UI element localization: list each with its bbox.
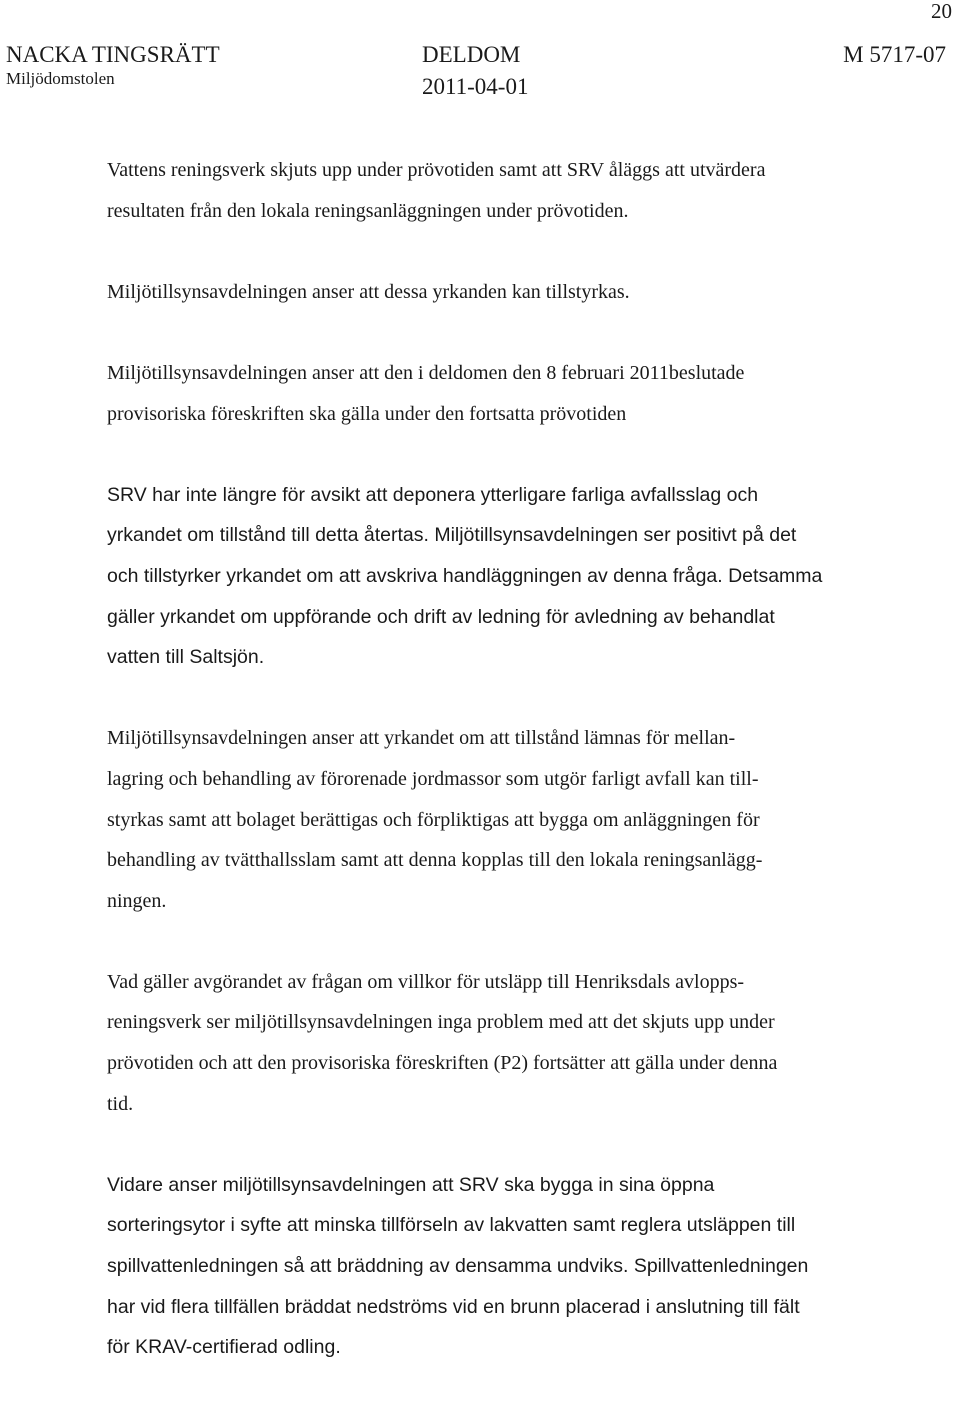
text-line: Vidare anser miljötillsynsavdelningen att SRV ska bygga in sina öppna: [107, 1173, 715, 1196]
document-type: DELDOM: [422, 42, 521, 67]
paragraph-6: [107, 962, 897, 1124]
text-line: resultaten från den lokala reningsanläggningen under prövotiden.: [107, 199, 629, 222]
text-line: gäller yrkandet om uppförande och drift av ledning för avledning av behandlat: [107, 605, 775, 628]
text-line: Vattens reningsverk skjuts upp under prövotiden samt att SRV åläggs att utvärdera: [107, 159, 766, 181]
paragraph-4: [107, 475, 897, 678]
text-line: ningen.: [107, 889, 167, 912]
document-date: 2011-04-01: [422, 74, 529, 99]
text-line: tid.: [107, 1092, 134, 1115]
court-division: Miljödomstolen: [6, 69, 115, 88]
text-line: SRV har inte längre för avsikt att deponera ytterligare farliga avfallsslag och: [107, 483, 759, 506]
paragraph-1: [107, 150, 897, 231]
paragraph-5: [107, 718, 897, 921]
text-line: för KRAV-certifierad odling.: [107, 1336, 341, 1359]
text-line: behandling av tvätthallsslam samt att denna kopplas till den lokala reningsanlägg-: [107, 849, 763, 872]
text-line: lagring och behandling av förorenade jordmassor som utgör farligt avfall kan till-: [107, 767, 759, 790]
text-line: Miljötillsynsavdelningen anser att yrkandet om att tillstånd lämnas för mellan-: [107, 727, 736, 750]
text-line: Miljötillsynsavdelningen anser att dessa yrkanden kan tillstyrkas.: [107, 280, 630, 303]
document-body: [107, 150, 897, 1408]
case-number: M 5717-07: [843, 42, 946, 67]
paragraph-3: [107, 353, 897, 434]
text-line: Vad gäller avgörandet av frågan om villkor för utsläpp till Henriksdals avlopps-: [107, 970, 745, 993]
text-line: har vid flera tillfällen bräddat nedströms vid en brunn placerad i anslutning till fält: [107, 1295, 800, 1318]
text-line: sorteringsytor i syfte att minska tillförseln av lakvatten samt reglera utsläppen till: [107, 1214, 796, 1237]
text-line: prövotiden och att den provisoriska föreskriften (P2) fortsätter att gälla under denna: [107, 1052, 778, 1075]
text-line: Miljötillsynsavdelningen anser att den i deldomen den 8 februari 2011beslutade: [107, 361, 745, 384]
text-line: spillvattenledningen så att bräddning av densamma undviks. Spillvattenledningen: [107, 1255, 809, 1278]
text-line: och tillstyrker yrkandet om att avskriva handläggningen av denna fråga. Detsamma: [107, 564, 823, 587]
page-number: 20: [931, 0, 952, 23]
paragraph-2: [107, 272, 897, 313]
text-line: styrkas samt att bolaget berättigas och förpliktigas att bygga om anläggningen för: [107, 808, 760, 831]
paragraph-7: [107, 1165, 897, 1368]
text-line: reningsverk ser miljötillsynsavdelningen inga problem med att det skjuts upp under: [107, 1011, 775, 1034]
text-line: yrkandet om tillstånd till detta återtas. Miljötillsynsavdelningen ser positivt på det: [107, 524, 797, 547]
text-line: provisoriska föreskriften ska gälla under den fortsatta prövotiden: [107, 402, 627, 425]
text-line: vatten till Saltsjön.: [107, 646, 265, 669]
court-name: NACKA TINGSRÄTT: [6, 42, 220, 67]
